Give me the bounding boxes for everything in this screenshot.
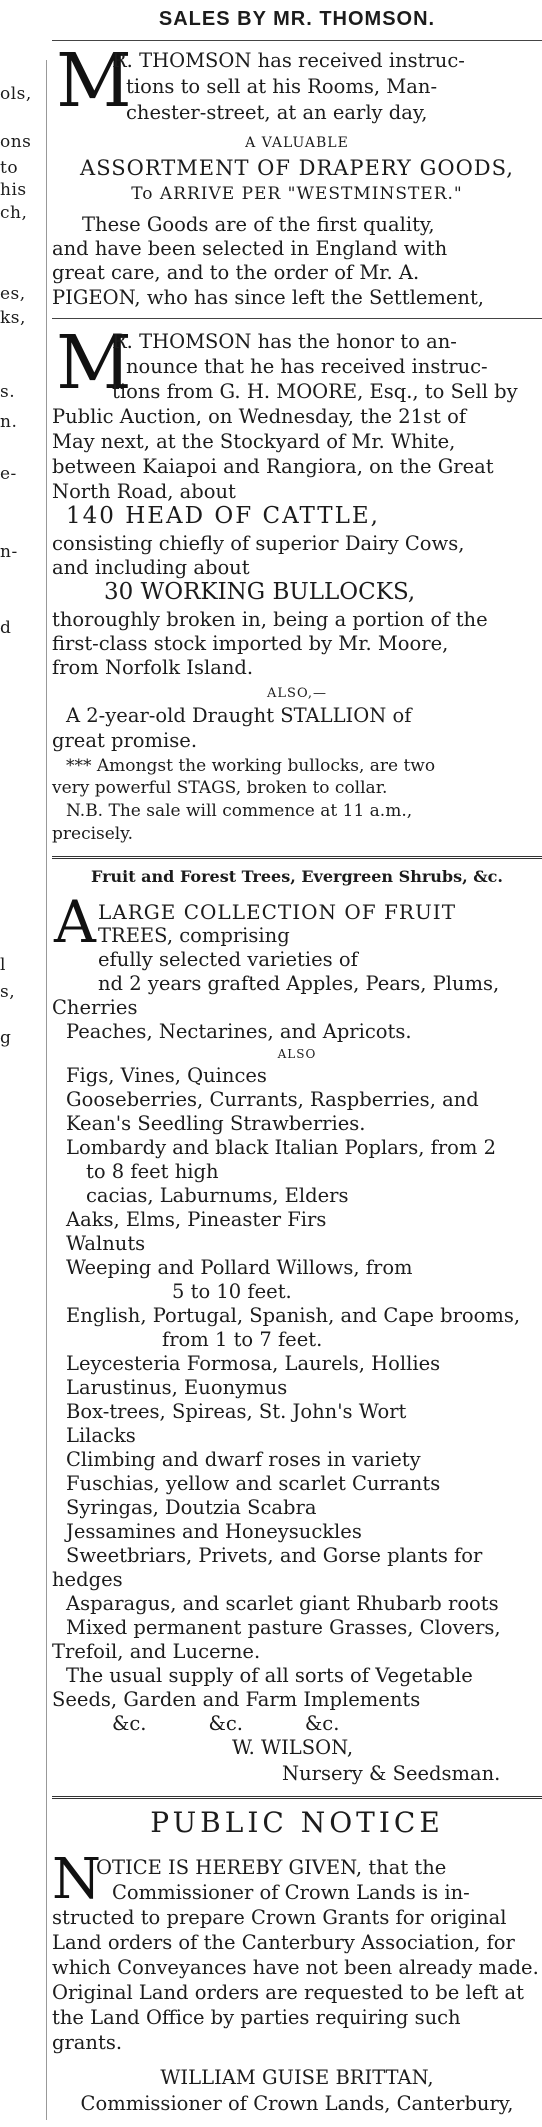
ad-line: very powerful STAGS, broken to collar. xyxy=(52,778,388,798)
fragment: ols, xyxy=(0,84,32,104)
ad-line: A VALUABLE xyxy=(245,135,349,151)
ad-line: A 2-year-old Draught STALLION of xyxy=(66,704,412,727)
fragment: to xyxy=(0,158,19,178)
nursery-line: English, Portugal, Spanish, and Cape brooms, xyxy=(66,1304,521,1327)
ad-line: thoroughly broken in, being a portion of the xyxy=(52,608,488,631)
fragment: s, xyxy=(0,982,16,1002)
fragment: l xyxy=(0,955,6,975)
nursery-line: The usual supply of all sorts of Vegetable xyxy=(66,1664,473,1687)
fragment: n. xyxy=(0,412,18,432)
nursery-line: nd 2 years grafted Apples, Pears, Plums, xyxy=(98,972,500,995)
drop-cap: A xyxy=(54,888,96,956)
ad-line: R. THOMSON has the honor to an- xyxy=(112,330,457,353)
ad-line: Public Auction, on Wednesday, the 21st of xyxy=(52,405,467,428)
nursery-line: Climbing and dwarf roses in variety xyxy=(66,1448,421,1471)
notice-signature: Commissioner of Crown Lands, Canterbury, xyxy=(80,2092,514,2115)
nursery-signature: W. WILSON, xyxy=(232,1736,354,1759)
ad-line: 140 HEAD OF CATTLE, xyxy=(66,503,380,529)
nursery-line: from 1 to 7 feet. xyxy=(162,1328,323,1351)
ad-line: and including about xyxy=(52,556,250,579)
ad-line: chester-street, at an early day, xyxy=(126,101,428,124)
nursery-line: Figs, Vines, Quinces xyxy=(66,1064,267,1087)
nursery-line: Trefoil, and Lucerne. xyxy=(52,1640,261,1663)
ad-line: and have been selected in England with xyxy=(52,237,448,260)
ad-line: nounce that he has received instruc- xyxy=(126,355,488,378)
nursery-heading: Fruit and Forest Trees, Evergreen Shrubs, &c. xyxy=(91,867,503,886)
ad-line: May next, at the Stockyard of Mr. White, xyxy=(52,430,456,453)
notice-line: the Land Office by parties requiring such xyxy=(52,2006,461,2029)
ad-line: first-class stock imported by Mr. Moore, xyxy=(52,632,449,655)
fragment: g xyxy=(0,1028,12,1048)
nursery-line: Larustinus, Euonymus xyxy=(66,1376,288,1399)
fragment: his xyxy=(0,180,27,200)
notice-line: structed to prepare Crown Grants for original xyxy=(52,1906,507,1929)
column-rule xyxy=(46,60,47,2120)
ad-line: consisting chiefly of superior Dairy Cows, xyxy=(52,532,465,555)
notice-line: OTICE IS HEREBY GIVEN, that the xyxy=(96,1856,447,1879)
divider xyxy=(52,1796,542,1799)
fragment: e- xyxy=(0,464,17,484)
fragment: ks, xyxy=(0,308,26,328)
nursery-line: ALSO xyxy=(277,1047,317,1061)
ad-line: North Road, about xyxy=(52,480,236,503)
fragment: ons xyxy=(0,132,32,152)
fragment: es, xyxy=(0,284,26,304)
ad-line: R. THOMSON has received instruc- xyxy=(112,49,465,72)
nursery-line: Asparagus, and scarlet giant Rhubarb roots xyxy=(66,1592,499,1615)
notice-line: Land orders of the Canterbury Association, for xyxy=(52,1931,515,1954)
nursery-line: to 8 feet high xyxy=(86,1160,219,1183)
divider xyxy=(52,856,542,859)
nursery-line: Weeping and Pollard Willows, from xyxy=(66,1256,413,1279)
ad-line: ASSORTMENT OF DRAPERY GOODS, xyxy=(80,156,514,180)
ad-line: tions to sell at his Rooms, Man- xyxy=(126,75,438,98)
fragment: ch, xyxy=(0,203,28,223)
divider xyxy=(52,318,542,319)
nursery-line: &c. &c. &c. xyxy=(112,1712,340,1735)
nursery-line: 5 to 10 feet. xyxy=(172,1280,292,1303)
nursery-line: Lilacks xyxy=(66,1424,136,1447)
notice-line: Commissioner of Crown Lands is in- xyxy=(112,1881,470,1904)
nursery-signature: Nursery & Seedsman. xyxy=(282,1762,501,1785)
nursery-line: Leycesteria Formosa, Laurels, Hollies xyxy=(66,1352,441,1375)
nursery-line: Peaches, Nectarines, and Apricots. xyxy=(66,1020,412,1043)
ad-line: ALSO,— xyxy=(267,686,327,701)
nursery-line: Aaks, Elms, Pineaster Firs xyxy=(66,1208,327,1231)
sales-heading: SALES BY MR. THOMSON. xyxy=(158,8,436,30)
drop-cap: N xyxy=(52,1847,101,1912)
nursery-line: Walnuts xyxy=(66,1232,146,1255)
nursery-line: Mixed permanent pasture Grasses, Clovers, xyxy=(66,1616,501,1639)
ad-line: great promise. xyxy=(52,729,198,752)
nursery-line: hedges xyxy=(52,1568,123,1591)
nursery-line: Kean's Seedling Strawberries. xyxy=(66,1112,366,1135)
nursery-line: Cherries xyxy=(52,996,138,1019)
ad-line: great care, and to the order of Mr. A. xyxy=(52,261,420,284)
nursery-line: cacias, Laburnums, Elders xyxy=(86,1184,349,1207)
nursery-line: Jessamines and Honeysuckles xyxy=(66,1520,362,1543)
nursery-line: efully selected varieties of xyxy=(98,948,358,971)
fragment: d xyxy=(0,618,12,638)
nursery-line: LARGE COLLECTION OF FRUIT xyxy=(98,900,457,924)
ad-line: These Goods are of the first quality, xyxy=(82,213,435,236)
ad-line: 30 WORKING BULLOCKS, xyxy=(104,579,416,605)
nursery-line: Seeds, Garden and Farm Implements xyxy=(52,1688,421,1711)
drop-cap: M xyxy=(56,38,132,124)
notice-line: grants. xyxy=(52,2031,123,2054)
fragment: s. xyxy=(0,382,16,402)
ad-line: between Kaiapoi and Rangiora, on the Great xyxy=(52,455,494,478)
ad-line: precisely. xyxy=(52,824,133,844)
ad-line: PIGEON, who has since left the Settlement, xyxy=(52,286,485,309)
ad-line: N.B. The sale will commence at 11 a.m., xyxy=(66,801,413,821)
ad-line: To ARRIVE PER "WESTMINSTER." xyxy=(131,184,463,204)
ad-line: tions from G. H. MOORE, Esq., to Sell by xyxy=(112,380,518,403)
nursery-line: Lombardy and black Italian Poplars, from 2 xyxy=(66,1136,496,1159)
nursery-line: TREES, comprising xyxy=(98,924,290,947)
ad-line: *** Amongst the working bullocks, are two xyxy=(66,756,436,776)
nursery-line: Sweetbriars, Privets, and Gorse plants for xyxy=(66,1544,483,1567)
notice-line: which Conveyances have not been already made. xyxy=(52,1956,539,1979)
notice-signature: WILLIAM GUISE BRITTAN, xyxy=(160,2066,434,2089)
nursery-line: Syringas, Doutzia Scabra xyxy=(66,1496,317,1519)
drop-cap: M xyxy=(56,320,132,406)
nursery-line: Gooseberries, Currants, Raspberries, and xyxy=(66,1088,479,1111)
ad-line: from Norfolk Island. xyxy=(52,656,254,679)
fragment: n- xyxy=(0,542,18,562)
nursery-line: Fuschias, yellow and scarlet Currants xyxy=(66,1472,441,1495)
nursery-line: Box-trees, Spireas, St. John's Wort xyxy=(66,1400,407,1423)
notice-heading: PUBLIC NOTICE xyxy=(150,1806,444,1839)
notice-line: Original Land orders are requested to be left at xyxy=(52,1981,524,2004)
